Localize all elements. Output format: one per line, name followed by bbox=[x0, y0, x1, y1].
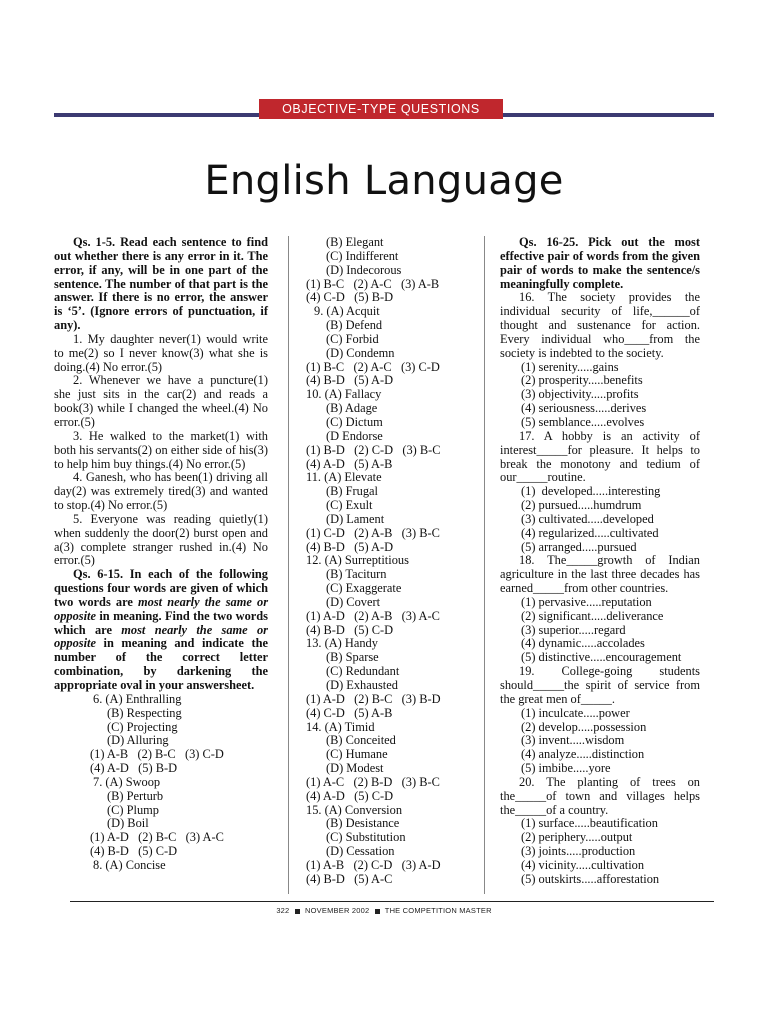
question-7: 7. (A) Swoop bbox=[93, 774, 161, 789]
option: (2) significant.....deliverance bbox=[521, 608, 664, 623]
column-divider bbox=[484, 236, 485, 894]
text-line: (B) Conceited bbox=[326, 733, 396, 748]
question-19: 19. College-going students should_____the spirit of service from the great men of_____. bbox=[500, 664, 700, 706]
option: (D) Boil bbox=[107, 816, 149, 831]
question-16: 16. The society provides the individual security of life,______of thought and sustenance for action. Every individual who____from the society is indebted to the society. bbox=[500, 290, 700, 360]
magazine-name: THE COMPETITION MASTER bbox=[384, 906, 492, 915]
text-line: (B) Sparse bbox=[326, 650, 379, 665]
question-18-options bbox=[500, 596, 700, 665]
text-line: (C) Dictum bbox=[326, 414, 383, 429]
option: (3) superior.....regard bbox=[521, 622, 626, 637]
text-line: (D) Modest bbox=[326, 761, 384, 776]
text-line: (1) B-C (2) A-C (3) A-B bbox=[306, 276, 440, 291]
text-line: (C) Humane bbox=[326, 747, 388, 762]
option: (1) developed.....interesting bbox=[521, 484, 661, 499]
instructions-q6-15: Qs. 6-15. In each of the following questions four words are given of which two words are most nearly the same or opposite in meaning. Find the two words which are most nearly the same or opposite in meaning and indicate the number of the correct letter combination, by darkening the appropriate oval in your answersheet. bbox=[54, 567, 269, 692]
column-divider bbox=[288, 236, 289, 894]
text-line: (B) Adage bbox=[326, 401, 378, 416]
text-line: 11. (A) Elevate bbox=[306, 470, 382, 485]
text-line: (C) Exaggerate bbox=[326, 581, 402, 596]
question-20-options bbox=[500, 817, 700, 886]
question-6: 6. (A) Enthralling bbox=[93, 691, 182, 706]
text-line: 12. (A) Surreptitious bbox=[306, 553, 409, 568]
instructions-q16-25: Qs. 16-25. Pick out the most effective pair of words from the given pair of words to make the sentence/s meaningfully complete. bbox=[500, 235, 700, 291]
option: (3) invent.....wisdom bbox=[521, 733, 625, 748]
question-17: 17. A hobby is an activity of interest_____for pleasure. It helps to break the monotony and tedium of our_____routine. bbox=[500, 428, 700, 485]
option: (C) Plump bbox=[107, 802, 159, 817]
footer-rule bbox=[70, 901, 714, 902]
text-line: 9. (A) Acquit bbox=[314, 304, 380, 319]
answer-choices: (4) A-D (5) B-D bbox=[90, 761, 178, 776]
option: (1) inculcate.....power bbox=[521, 705, 630, 720]
column-1 bbox=[54, 236, 268, 873]
option: (5) imbibe.....yore bbox=[521, 761, 611, 776]
option: (3) joints.....production bbox=[521, 844, 636, 859]
option: (2) pursued.....humdrum bbox=[521, 498, 642, 513]
option: (5) arranged.....pursued bbox=[521, 539, 637, 554]
question-18: 18. The_____growth of Indian agriculture in the last three decades has earned_____from other countries. bbox=[500, 553, 700, 596]
text-line: (1) C-D (2) A-B (3) B-C bbox=[306, 525, 440, 540]
text-line: (1) A-B (2) C-D (3) A-D bbox=[306, 857, 441, 872]
text-line: 15. (A) Conversion bbox=[306, 802, 403, 817]
text-line: (4) B-D (5) C-D bbox=[306, 622, 394, 637]
option: (3) cultivated.....developed bbox=[521, 511, 654, 526]
option: (5) outskirts.....afforestation bbox=[521, 871, 660, 886]
text-line: (1) A-D (2) B-C (3) B-D bbox=[306, 691, 441, 706]
question-20: 20. The planting of trees on the_____of town and villages helps the_____of a country. bbox=[500, 774, 700, 817]
text-line: 10. (A) Fallacy bbox=[306, 387, 382, 402]
answer-choices: (1) A-D (2) B-C (3) A-C bbox=[90, 830, 224, 845]
text-line: (4) B-D (5) A-C bbox=[306, 871, 393, 886]
option: (D) Alluring bbox=[107, 733, 169, 748]
option: (B) Perturb bbox=[107, 788, 164, 803]
text-line: (1) B-D (2) C-D (3) B-C bbox=[306, 442, 441, 457]
column-3 bbox=[500, 236, 700, 887]
option: (2) develop.....possession bbox=[521, 719, 647, 734]
option: (4) vicinity.....cultivation bbox=[521, 857, 645, 872]
question-4: 4. Ganesh, who has been(1) driving all day(2) was extremely tired(3) and wanted to stop.(4) No error.(5) bbox=[54, 470, 268, 513]
text-line: (4) B-D (5) A-D bbox=[306, 373, 394, 388]
question-17-options bbox=[500, 485, 700, 554]
text-line: (D) Lament bbox=[326, 511, 385, 526]
question-2: 2. Whenever we have a puncture(1) she just sits in the car(2) and reads a book(3) while I changed the wheel.(4) No error.(5) bbox=[54, 373, 268, 429]
option: (5) semblance.....evolves bbox=[521, 414, 645, 429]
option: (2) prosperity.....benefits bbox=[521, 373, 643, 388]
text-line: (D) Condemn bbox=[326, 345, 395, 360]
column-2 bbox=[306, 236, 464, 887]
text-line: (C) Redundant bbox=[326, 664, 400, 679]
answer-choices: (1) A-B (2) B-C (3) C-D bbox=[90, 747, 224, 762]
text-line: (4) A-D (5) A-B bbox=[306, 456, 393, 471]
text-line: (D) Covert bbox=[326, 594, 381, 609]
question-19-options bbox=[500, 707, 700, 776]
text-line: (4) C-D (5) A-B bbox=[306, 705, 393, 720]
text-line: (4) B-D (5) A-D bbox=[306, 539, 394, 554]
issue-date: NOVEMBER 2002 bbox=[305, 906, 370, 915]
text-line: (B) Taciturn bbox=[326, 567, 387, 582]
text-line: (4) A-D (5) C-D bbox=[306, 788, 394, 803]
option: (B) Respecting bbox=[107, 705, 182, 720]
text-line: (D) Exhausted bbox=[326, 678, 398, 692]
question-3: 3. He walked to the market(1) with both his servants(2) on either side of his(3) to help him buy things.(4) No error.(5) bbox=[54, 428, 268, 471]
option: (3) objectivity.....profits bbox=[521, 387, 639, 402]
page-title: English Language bbox=[204, 158, 564, 204]
question-5: 5. Everyone was reading quietly(1) when suddenly the door(2) burst open and a(3) complete stranger rushed in.(4) No error.(5) bbox=[54, 511, 268, 568]
section-banner: OBJECTIVE-TYPE QUESTIONS bbox=[259, 99, 503, 119]
text-line: (B) Frugal bbox=[326, 484, 378, 499]
option: (1) surface.....beautification bbox=[521, 816, 658, 831]
page-footer bbox=[0, 906, 768, 915]
text-line: (C) Substitution bbox=[326, 830, 406, 845]
text-line: (C) Exult bbox=[326, 498, 373, 513]
question-1: 1. My daughter never(1) would write to me(2) so I never know(3) what she is doing.(4) No error.(5) bbox=[54, 331, 268, 374]
text-line: (1) B-C (2) A-C (3) C-D bbox=[306, 359, 440, 374]
text-line: 14. (A) Timid bbox=[306, 719, 375, 734]
text-line: (B) Elegant bbox=[326, 235, 384, 249]
text-line: (C) Forbid bbox=[326, 331, 379, 346]
text-line: (1) A-D (2) A-B (3) A-C bbox=[306, 608, 440, 623]
option: (4) seriousness.....derives bbox=[521, 401, 647, 416]
option: (2) periphery.....output bbox=[521, 830, 633, 845]
option: (C) Projecting bbox=[107, 719, 178, 734]
answer-choices: (4) B-D (5) C-D bbox=[90, 844, 178, 859]
square-bullet-icon bbox=[375, 909, 380, 914]
text-line: (B) Desistance bbox=[326, 816, 400, 831]
square-bullet-icon bbox=[295, 909, 300, 914]
question-16-options bbox=[500, 361, 700, 430]
option: (1) serenity.....gains bbox=[521, 359, 619, 374]
text-line: (4) C-D (5) B-D bbox=[306, 290, 394, 305]
text-line: (B) Defend bbox=[326, 318, 383, 333]
text-line: 13. (A) Handy bbox=[306, 636, 378, 651]
text-line: (D Endorse bbox=[326, 428, 383, 443]
question-8: 8. (A) Concise bbox=[93, 857, 166, 872]
instructions-q1-5: Qs. 1-5. Read each sentence to find out whether there is any error in it. The error, if any, will be in one part of the sentence. The number of that part is the answer. If there is no error, the answer is ‘5’. (Ignore errors of punctuation, if any). bbox=[54, 235, 268, 333]
option: (1) pervasive.....reputation bbox=[521, 594, 652, 609]
text-line: (1) A-C (2) B-D (3) B-C bbox=[306, 774, 440, 789]
text-line: (D) Indecorous bbox=[326, 262, 402, 277]
page-number: 322 bbox=[276, 906, 290, 915]
text-line: (C) Indifferent bbox=[326, 248, 399, 263]
option: (4) analyze.....distinction bbox=[521, 747, 645, 762]
text-line: (D) Cessation bbox=[326, 844, 395, 859]
option: (4) regularized.....cultivated bbox=[521, 525, 659, 540]
option: (4) dynamic.....accolades bbox=[521, 636, 645, 651]
option: (5) distinctive.....encouragement bbox=[521, 650, 682, 665]
